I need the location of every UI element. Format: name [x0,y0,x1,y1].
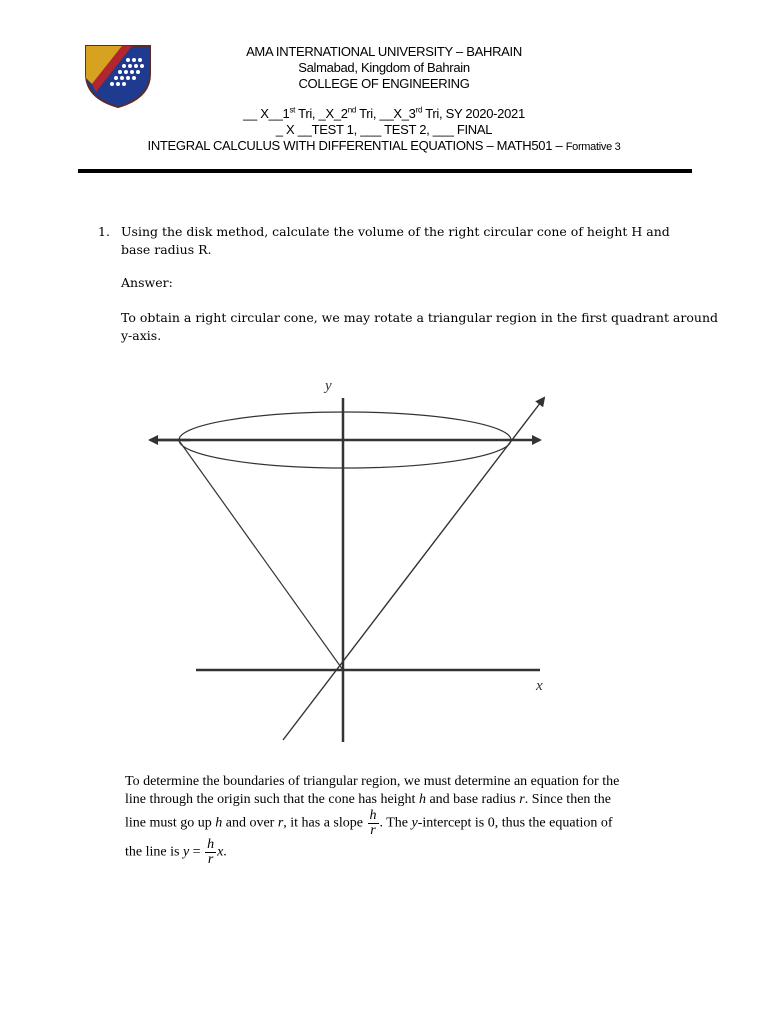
slope-fraction: $\frac{h}{r}$ [369,808,377,838]
university-name: AMA INTERNATIONAL UNIVERSITY – BAHRAIN [246,44,522,59]
x-axis-label: x [536,678,543,694]
cone-figure [130,370,560,750]
header-divider [78,169,692,173]
trimester-line: __ X__1st Tri, _X_2nd Tri, __X_3rd Tri, SY 2020-2021 [243,105,525,121]
question-1 [98,223,698,259]
test-line: _ X __TEST 1, ___ TEST 2, ___ FINAL [275,122,493,137]
university-location: Salmabad, Kingdom of Bahrain [298,60,470,75]
question-text: Using the disk method, calculate the volume of the right circular cone of height H and base radius R. [121,224,670,257]
answer-label: Answer: [121,275,173,290]
question-number: 1. [98,224,110,239]
explanation-paragraph: To determine the boundaries of triangular region, we must determine an equation for the line through the origin such that the cone has height h and base radius r. Since then the line must go up h and over r, it has a slope $\frac{h}{r}$ . The y-intercept is 0, thus the equation of the line is y = $\frac{h}{r}$ x. [125,774,620,867]
cone-left-edge [180,442,343,670]
college-name: COLLEGE OF ENGINEERING [298,76,470,91]
y-axis-label: y [325,378,332,394]
line-y-equals-hx-over-r [283,398,544,740]
course-line: INTEGRAL CALCULUS WITH DIFFERENTIAL EQUATIONS – MATH501 – Formative 3 [147,138,621,153]
document-header [0,44,768,155]
answer-text: To obtain a right circular cone, we may rotate a triangular region in the first quadrant around y-axis. [121,310,718,343]
line-equation-fraction: $\frac{h}{r}$ [207,837,215,867]
